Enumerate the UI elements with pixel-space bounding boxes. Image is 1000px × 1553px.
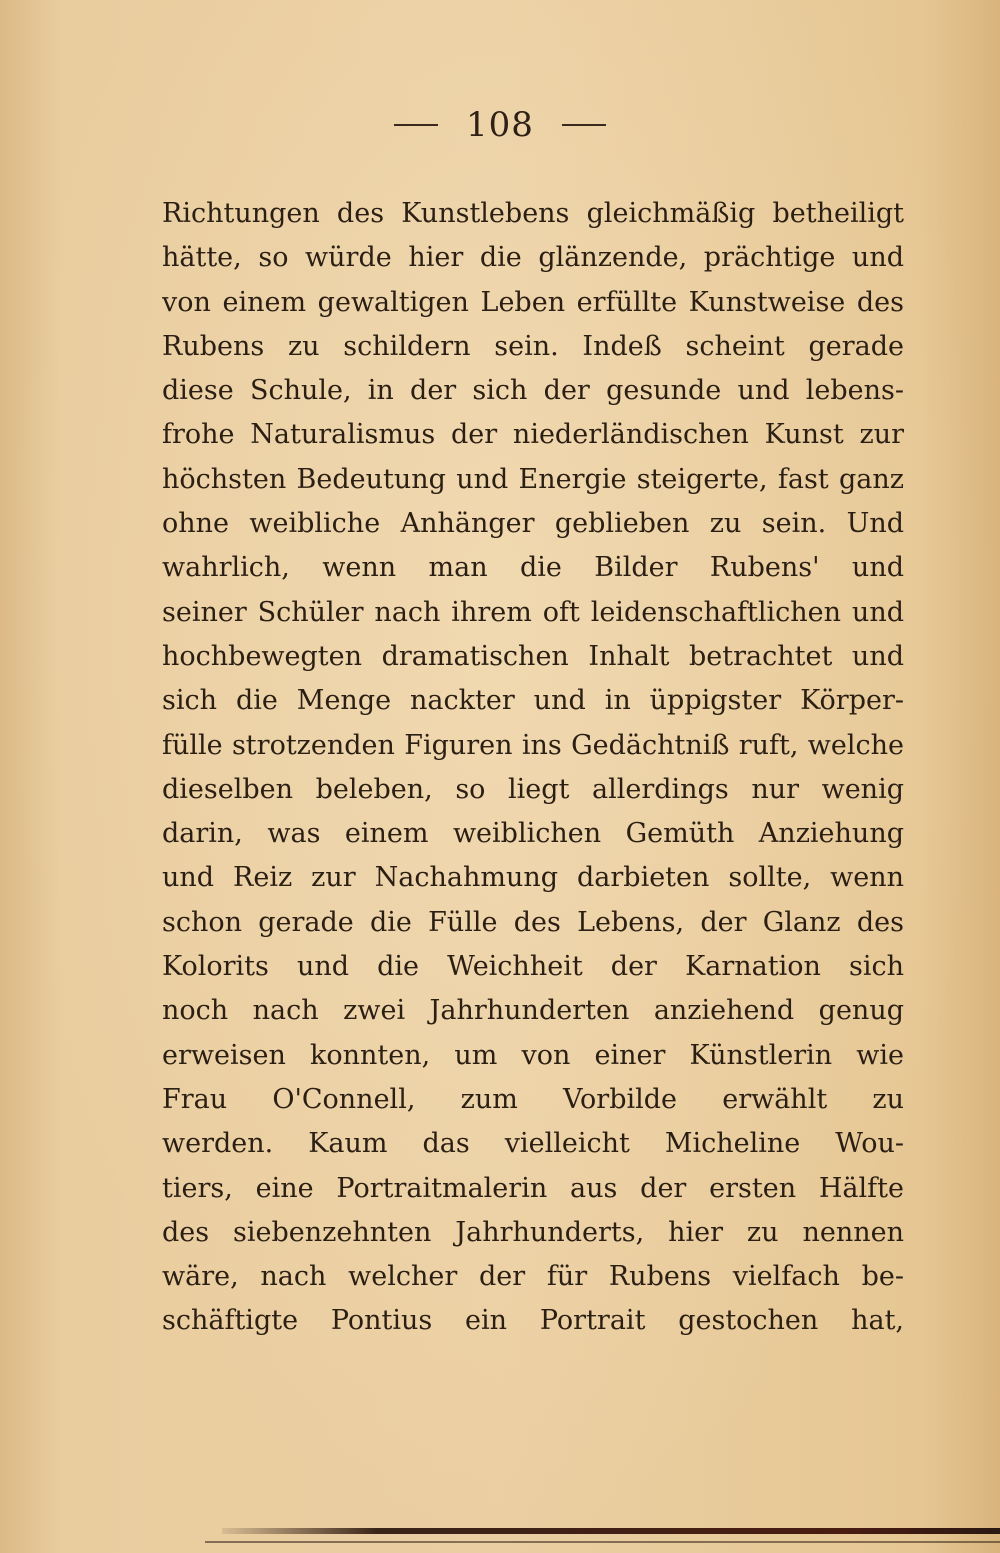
text-line: seiner Schüler nach ihrem oft leidenschaftlichen und xyxy=(162,596,904,628)
text-line: frohe Naturalismus der niederländischen Kunst zur xyxy=(162,419,904,451)
body-text xyxy=(162,192,904,1344)
text-line: hochbewegten dramatischen Inhalt betrachtet und xyxy=(162,640,904,672)
text-line: des siebenzehnten Jahrhunderts, hier zu nennen xyxy=(162,1216,904,1248)
text-line: erweisen konnten, um von einer Künstlerin wie xyxy=(162,1039,904,1071)
text-line: von einem gewaltigen Leben erfüllte Kunstweise des xyxy=(162,286,904,318)
text-line: fülle strotzenden Figuren ins Gedächtniß ruft, welche xyxy=(162,729,904,761)
text-line: Richtungen des Kunstlebens gleichmäßig betheiligt xyxy=(162,198,904,229)
page-edge-shadow xyxy=(222,1528,1000,1534)
text-line: tiers, eine Portraitmalerin aus der ersten Hälfte xyxy=(162,1172,904,1204)
page-header xyxy=(0,100,1000,150)
text-line: wahrlich, wenn man die Bilder Rubens' und xyxy=(162,552,904,584)
text-line: Kolorits und die Weichheit der Karnation sich xyxy=(162,951,904,983)
text-line: darin, was einem weiblichen Gemüth Anziehung xyxy=(162,818,904,850)
text-line: höchsten Bedeutung und Energie steigerte, fast ganz xyxy=(162,463,904,495)
text-line: schäftigte Pontius ein Portrait gestochen hat, xyxy=(162,1305,904,1337)
text-line: diese Schule, in der sich der gesunde und lebens- xyxy=(162,375,904,407)
right-dash xyxy=(562,124,606,126)
text-line: Rubens zu schildern sein. Indeß scheint gerade xyxy=(162,330,904,362)
text-line: sich die Menge nackter und in üppigster Körper- xyxy=(162,685,904,717)
text-line: schon gerade die Fülle des Lebens, der Glanz des xyxy=(162,906,904,938)
text-line: wäre, nach welcher der für Rubens vielfach be- xyxy=(162,1261,904,1293)
text-line: hätte, so würde hier die glänzende, prächtige und xyxy=(162,242,904,274)
text-line: werden. Kaum das vielleicht Micheline Wou- xyxy=(162,1128,904,1160)
text-line: und Reiz zur Nachahmung darbieten sollte, wenn xyxy=(162,862,904,894)
page-edge-line xyxy=(205,1541,1000,1543)
text-line: ohne weibliche Anhänger geblieben zu sein. Und xyxy=(162,508,904,540)
text-line: dieselben beleben, so liegt allerdings nur wenig xyxy=(162,773,904,805)
text-line: noch nach zwei Jahrhunderten anziehend genug xyxy=(162,995,904,1027)
left-dash xyxy=(394,124,438,126)
text-line: Frau O'Connell, zum Vorbilde erwählt zu xyxy=(162,1083,904,1115)
page-number: 108 xyxy=(466,105,534,145)
